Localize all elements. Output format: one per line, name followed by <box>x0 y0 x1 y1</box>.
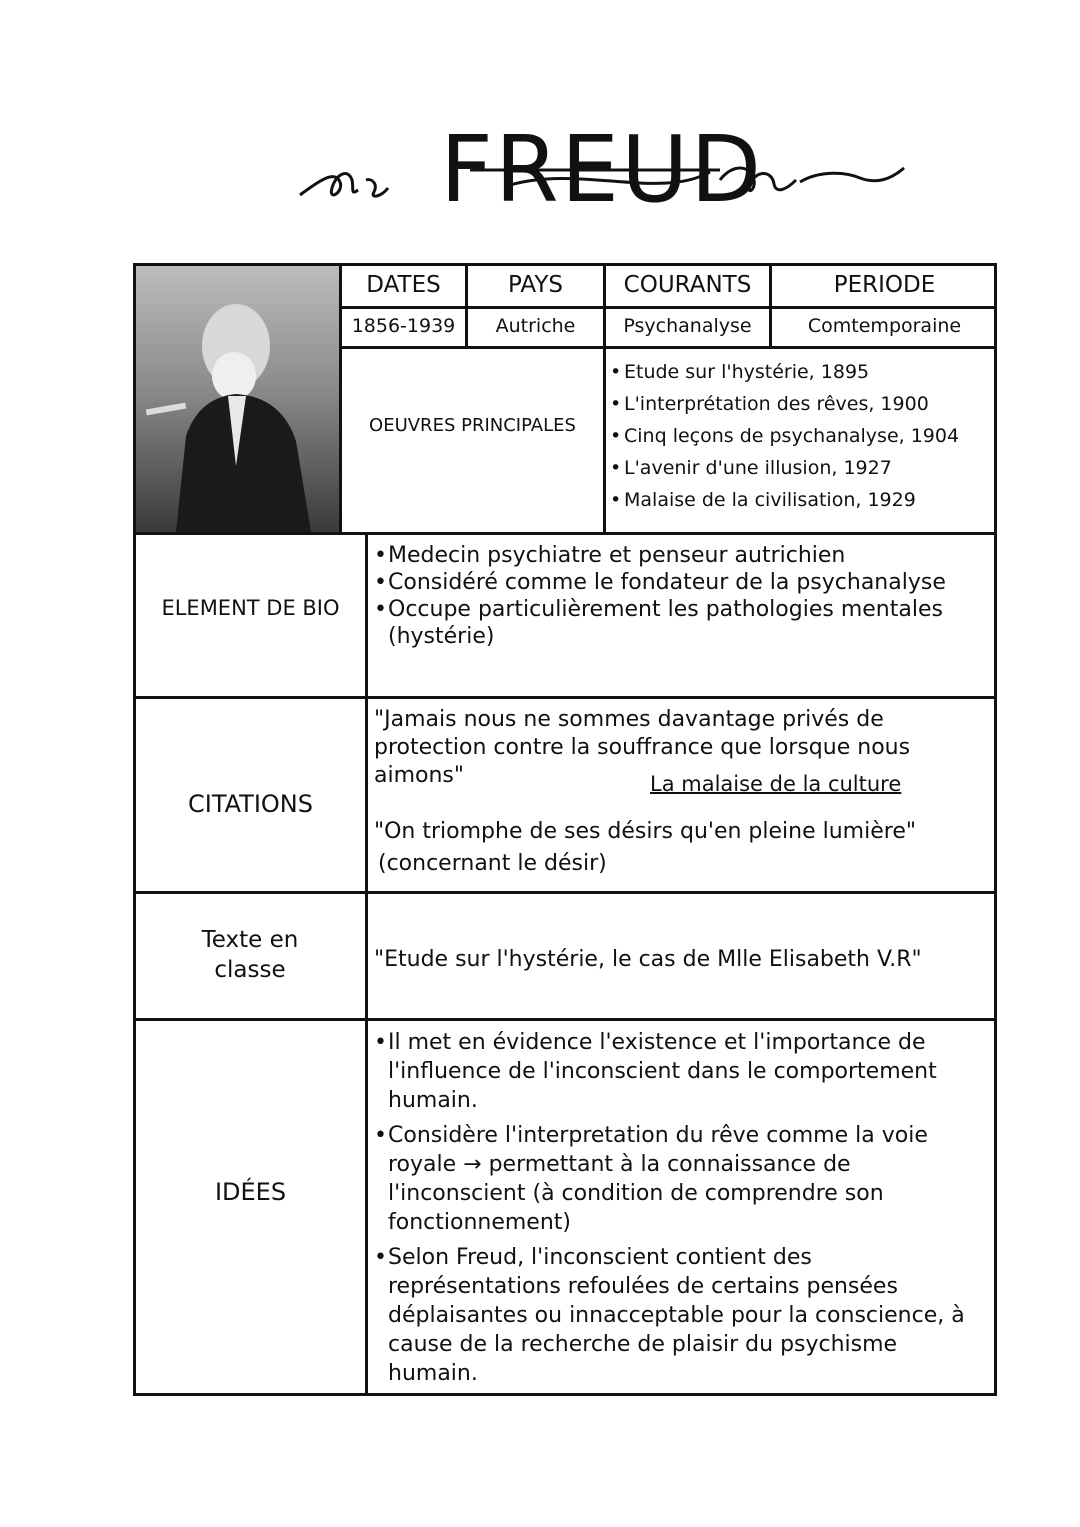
oeuvres-label: OEUVRES PRINCIPALES <box>369 415 576 436</box>
divider <box>339 346 997 349</box>
divider <box>133 696 997 699</box>
texte-value: "Etude sur l'hystérie, le cas de Mlle Elisabeth V.R" <box>374 947 922 972</box>
divider <box>133 891 997 894</box>
header-pays: PAYS <box>508 272 563 298</box>
divider <box>339 263 342 533</box>
divider <box>339 306 997 309</box>
citations-label: CITATIONS <box>187 790 313 818</box>
idee-item: • Considère l'interpretation du rêve comme la voie royale → permettant à la connaissance de l'inconscient (à condition de comprendre son fonctionnement) <box>374 1121 984 1237</box>
bio-item: • Considéré comme le fondateur de la psychanalyse <box>374 569 989 596</box>
value-dates: 1856-1939 <box>351 315 456 337</box>
idees-list <box>374 1028 984 1388</box>
quote-2: "On triomphe de ses désirs qu'en pleine lumière" <box>374 819 916 844</box>
bio-label: ELEMENT DE BIO <box>161 596 340 620</box>
quote-2-note: (concernant le désir) <box>378 851 607 876</box>
value-courants: Psychanalyse <box>623 315 752 337</box>
bio-item: • Medecin psychiatre et penseur autrichien <box>374 542 989 569</box>
divider <box>133 1018 997 1021</box>
oeuvre-item: • Cinq leçons de psychanalyse, 1904 <box>610 420 995 452</box>
texte-label: Texte en classe <box>201 927 299 983</box>
bio-list <box>374 542 989 650</box>
divider <box>133 532 997 535</box>
oeuvre-item: • L'avenir d'une illusion, 1927 <box>610 452 995 484</box>
divider <box>365 532 368 1396</box>
oeuvre-item: • Malaise de la civilisation, 1929 <box>610 484 995 516</box>
idees-label: IDÉES <box>214 1178 287 1206</box>
idee-item: • Selon Freud, l'inconscient contient des représentations refoulées de certains pensées déplaisantes ou innacceptable pour la conscience, à cause de la recherche de plaisir du psychisme humain. <box>374 1243 984 1388</box>
oeuvre-item: • L'interprétation des rêves, 1900 <box>610 388 995 420</box>
header-courants: COURANTS <box>623 272 752 298</box>
portrait-figure <box>136 266 339 532</box>
value-pays: Autriche <box>495 315 576 337</box>
oeuvre-item: • Etude sur l'hystérie, 1895 <box>610 356 995 388</box>
portrait-photo <box>136 266 339 532</box>
divider <box>603 263 606 533</box>
page-title: FREUD <box>440 116 764 223</box>
quote-1: "Jamais nous ne sommes davantage privés de protection contre la souffrance que lorsque nous aimons" <box>374 707 911 788</box>
value-periode: Comtemporaine <box>807 315 962 337</box>
quote-1-source: La malaise de la culture <box>650 772 902 796</box>
idee-item: • Il met en évidence l'existence et l'importance de l'influence de l'inconscient dans le comportement humain. <box>374 1028 984 1115</box>
bio-item: • Occupe particulièrement les pathologies mentales (hystérie) <box>374 596 989 650</box>
oeuvres-list <box>610 356 995 516</box>
header-periode: PERIODE <box>833 272 936 298</box>
header-dates: DATES <box>366 272 441 298</box>
